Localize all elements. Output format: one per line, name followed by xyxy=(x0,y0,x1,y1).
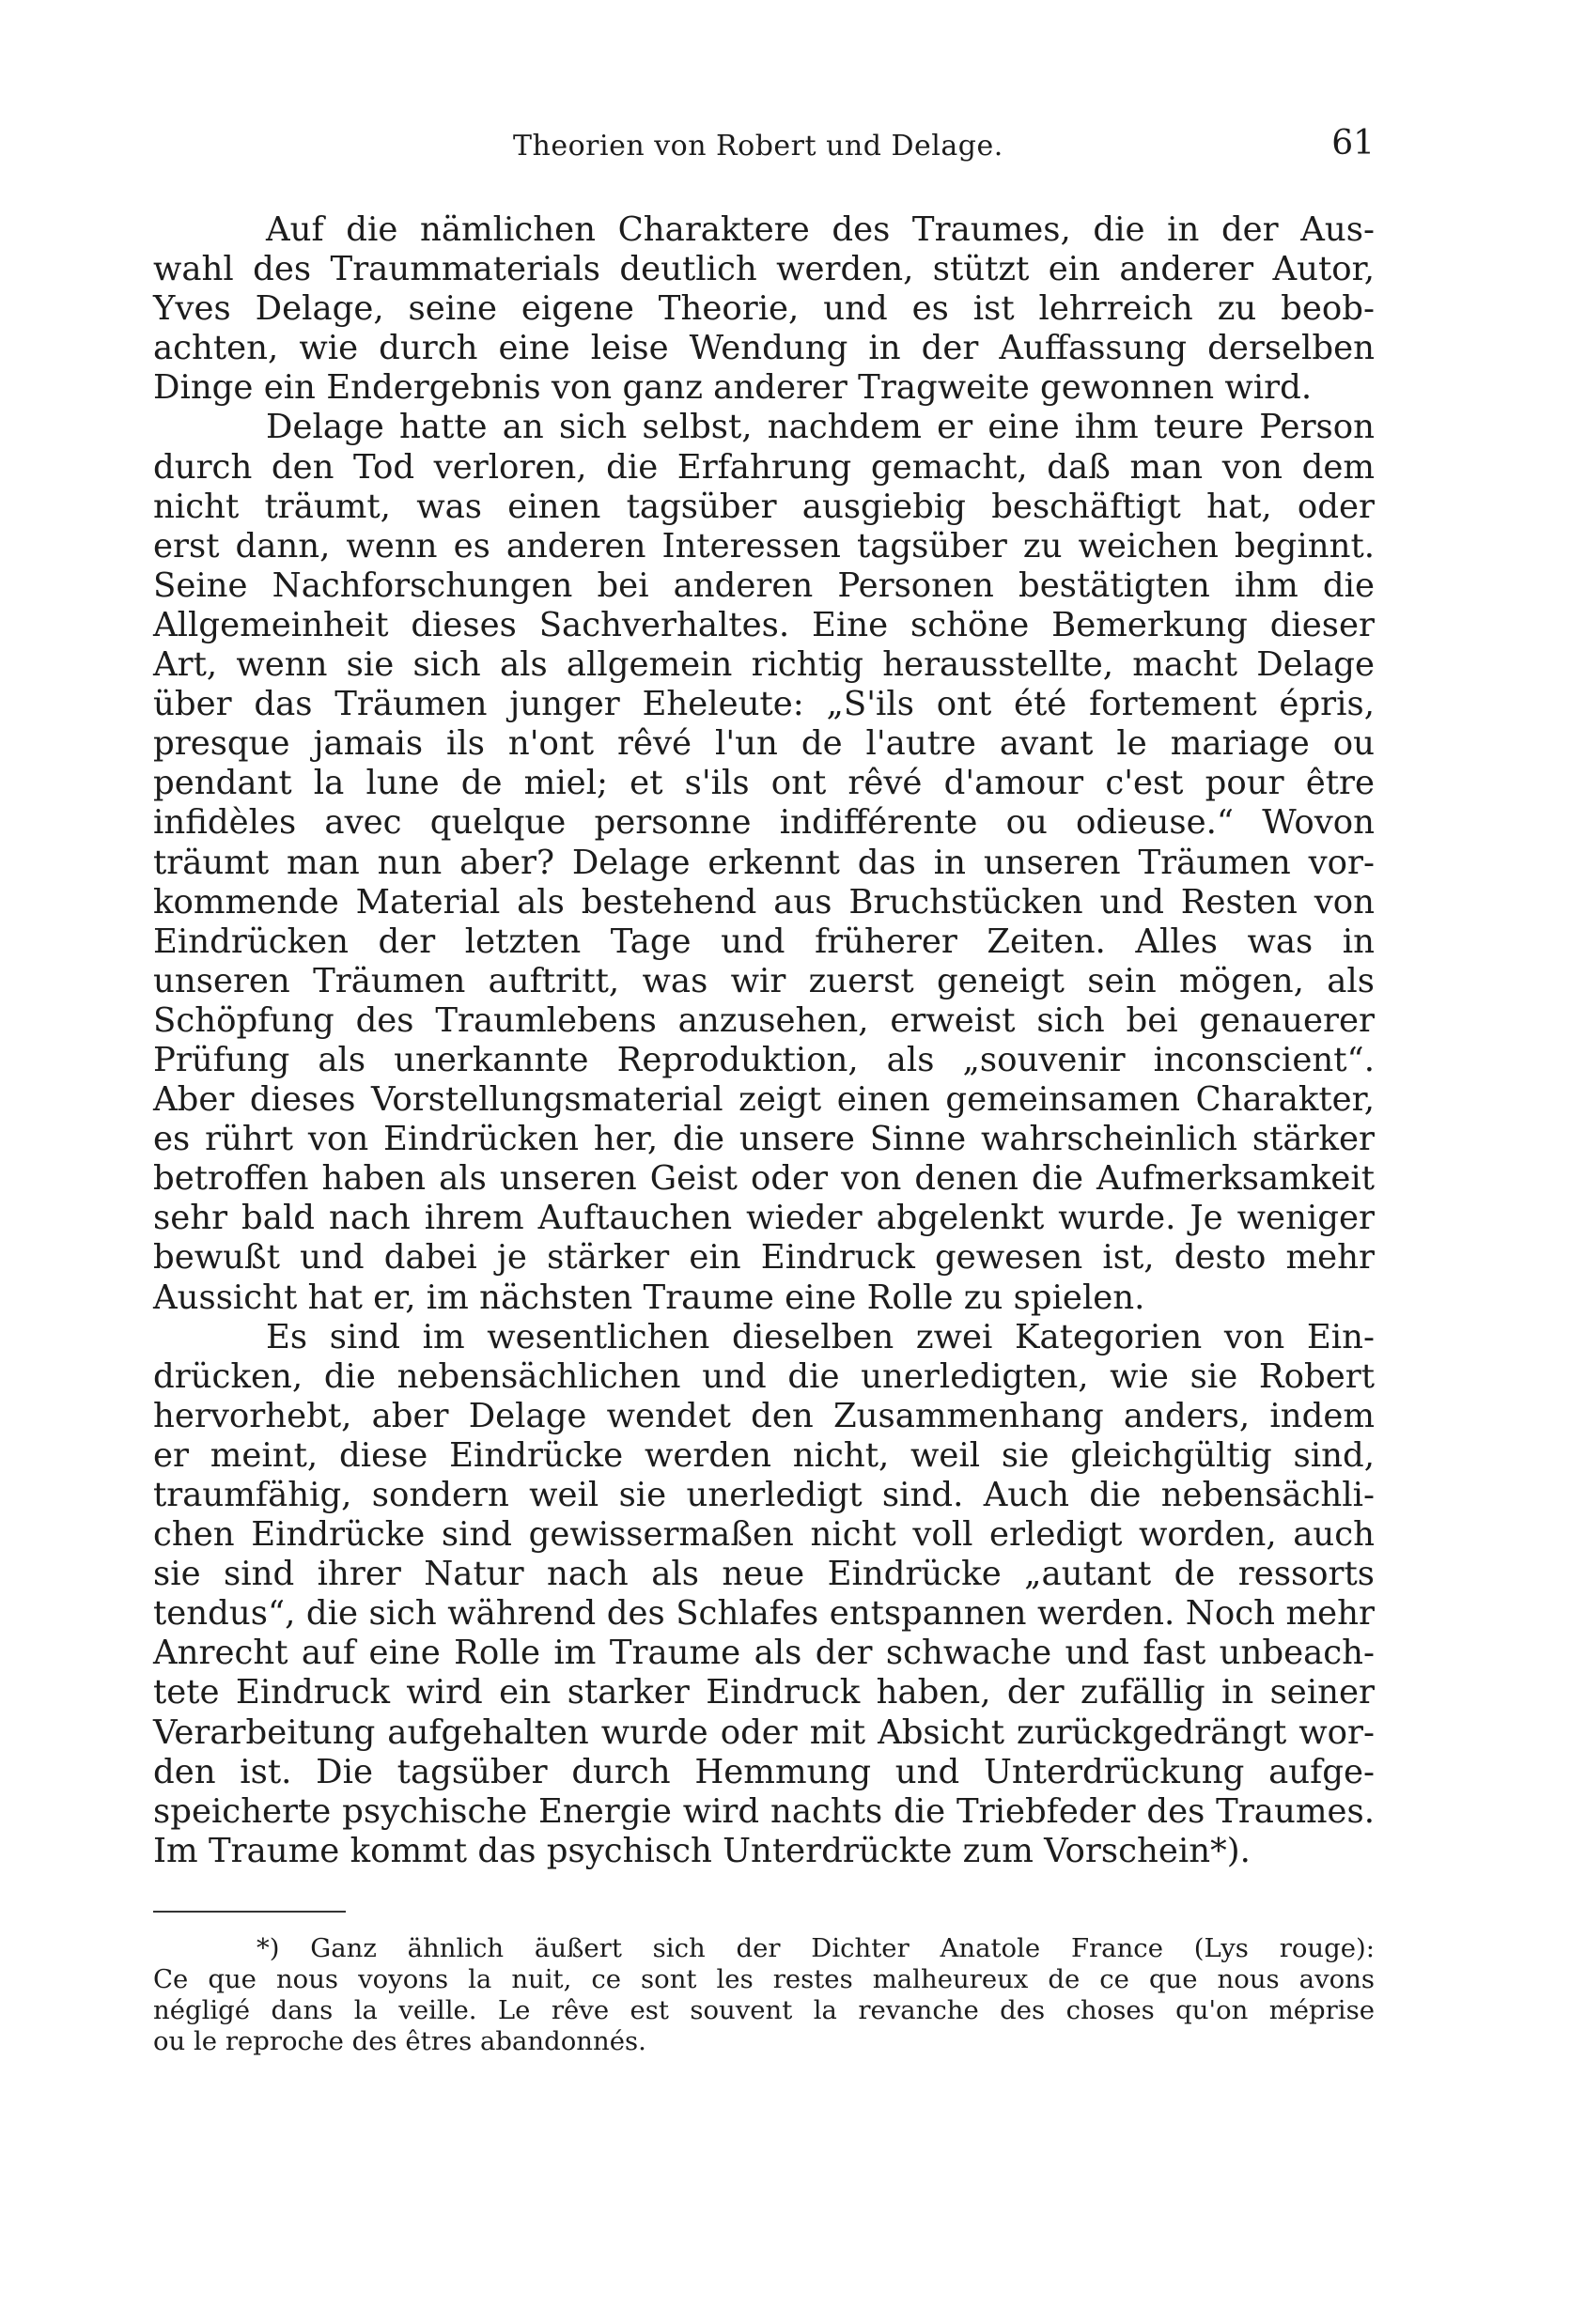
text-line: pendant la lune de miel; et s'ils ont rêvé d'amour c'est pour être xyxy=(153,764,1375,803)
footnote-line: négligé dans la veille. Le rêve est souvent la revanche des choses qu'on méprise xyxy=(153,1995,1375,2025)
text-line: Allgemeinheit dieses Sachverhaltes. Eine schöne Bemerkung dieser xyxy=(153,605,1375,644)
text-line: infidèles avec quelque personne indifférente ou odieuse.“ Wovon xyxy=(153,803,1375,843)
text-line: durch den Tod verloren, die Erfahrung gemacht, daß man von dem xyxy=(153,447,1375,487)
text-line: Verarbeitung aufgehalten wurde oder mit Absicht zurückgedrängt wor- xyxy=(153,1712,1375,1752)
text-line: Seine Nachforschungen bei anderen Personen bestätigten ihm die xyxy=(153,566,1375,605)
text-line: über das Träumen junger Eheleute: „S'ils ont été fortement épris, xyxy=(153,685,1375,724)
text-line: Auf die nämlichen Charaktere des Traumes, die in der Aus- xyxy=(266,210,1375,249)
text-line: es rührt von Eindrücken her, die unsere Sinne wahrscheinlich stärker xyxy=(153,1120,1375,1159)
text-line: er meint, diese Eindrücke werden nicht, weil sie gleichgültig sind, xyxy=(153,1435,1375,1475)
text-line: sehr bald nach ihrem Auftauchen wieder abgelenkt wurde. Je weniger xyxy=(153,1199,1375,1238)
footnote-divider xyxy=(153,1911,346,1913)
page-number: 61 xyxy=(1331,124,1375,163)
text-line: Eindrücken der letzten Tage und früherer Zeiten. Alles was in xyxy=(153,922,1375,961)
text-line: presque jamais ils n'ont rêvé l'un de l'autre avant le mariage ou xyxy=(153,724,1375,764)
text-line: tete Eindruck wird ein starker Eindruck haben, der zufällig in seiner xyxy=(153,1673,1375,1712)
text-line: wahl des Traummaterials deutlich werden, stützt ein anderer Autor, xyxy=(153,250,1375,289)
footnote-line: ou le reproche des êtres abandonnés. xyxy=(153,2026,646,2056)
page-header xyxy=(153,124,1375,171)
text-line: betroffen haben als unseren Geist oder von denen die Aufmerksamkeit xyxy=(153,1159,1375,1199)
text-line: Dinge ein Endergebnis von ganz anderer Tragweite gewonnen wird. xyxy=(153,368,1313,408)
footnote-line: *) Ganz ähnlich äußert sich der Dichter Anatole France (Lys rouge): xyxy=(257,1933,1375,1963)
text-line: Es sind im wesentlichen dieselben zwei Kategorien von Ein- xyxy=(266,1317,1375,1356)
text-line: nicht träumt, was einen tagsüber ausgiebig beschäftigt hat, oder xyxy=(153,487,1375,526)
text-line: tendus“, die sich während des Schlafes entspannen werden. Noch mehr xyxy=(153,1594,1375,1634)
text-line: Delage hatte an sich selbst, nachdem er eine ihm teure Person xyxy=(266,408,1375,447)
text-line: speicherte psychische Energie wird nachts die Triebfeder des Traumes. xyxy=(153,1791,1375,1831)
text-line: erst dann, wenn es anderen Interessen tagsüber zu weichen beginnt. xyxy=(153,526,1375,566)
running-head: Theorien von Robert und Delage. xyxy=(513,130,1003,163)
text-line: sie sind ihrer Natur nach als neue Eindrücke „autant de ressorts xyxy=(153,1555,1375,1594)
text-line: unseren Träumen auftritt, was wir zuerst geneigt sein mögen, als xyxy=(153,961,1375,1000)
text-line: Art, wenn sie sich als allgemein richtig herausstellte, macht Delage xyxy=(153,645,1375,685)
text-line: kommende Material als bestehend aus Bruchstücken und Resten von xyxy=(153,882,1375,922)
text-line: träumt man nun aber? Delage erkennt das in unseren Träumen vor- xyxy=(153,843,1375,882)
text-line: Aussicht hat er, im nächsten Traume eine Rolle zu spielen. xyxy=(153,1278,1145,1317)
text-line: chen Eindrücke sind gewissermaßen nicht voll erledigt worden, auch xyxy=(153,1515,1375,1555)
text-line: bewußt und dabei je stärker ein Eindruck gewesen ist, desto mehr xyxy=(153,1238,1375,1278)
text-line: drücken, die nebensächlichen und die unerledigten, wie sie Robert xyxy=(153,1356,1375,1396)
text-line: achten, wie durch eine leise Wendung in der Auffassung derselben xyxy=(153,329,1375,368)
text-line: traumfähig, sondern weil sie unerledigt sind. Auch die nebensächli- xyxy=(153,1476,1375,1514)
text-line: den ist. Die tagsüber durch Hemmung und Unterdrückung aufge- xyxy=(153,1752,1375,1791)
text-line: Im Traume kommt das psychisch Unterdrückte zum Vorschein*). xyxy=(153,1831,1251,1870)
main-text xyxy=(153,210,1375,1871)
text-line: Anrecht auf eine Rolle im Traume als der schwache und fast unbeach- xyxy=(153,1634,1375,1673)
footnote xyxy=(153,1933,1375,2057)
text-line: Aber dieses Vorstellungsmaterial zeigt einen gemeinsamen Charakter, xyxy=(153,1080,1375,1120)
text-line: Prüfung als unerkannte Reproduktion, als „souvenir inconscient“. xyxy=(153,1040,1375,1079)
footnote-line: Ce que nous voyons la nuit, ce sont les restes malheureux de ce que nous avons xyxy=(153,1964,1375,1994)
text-line: hervorhebt, aber Delage wendet den Zusammenhang anders, indem xyxy=(153,1396,1375,1435)
text-line: Yves Delage, seine eigene Theorie, und es ist lehrreich zu beob- xyxy=(153,289,1375,329)
text-line: Schöpfung des Traumlebens anzusehen, erweist sich bei genauerer xyxy=(153,1000,1375,1040)
